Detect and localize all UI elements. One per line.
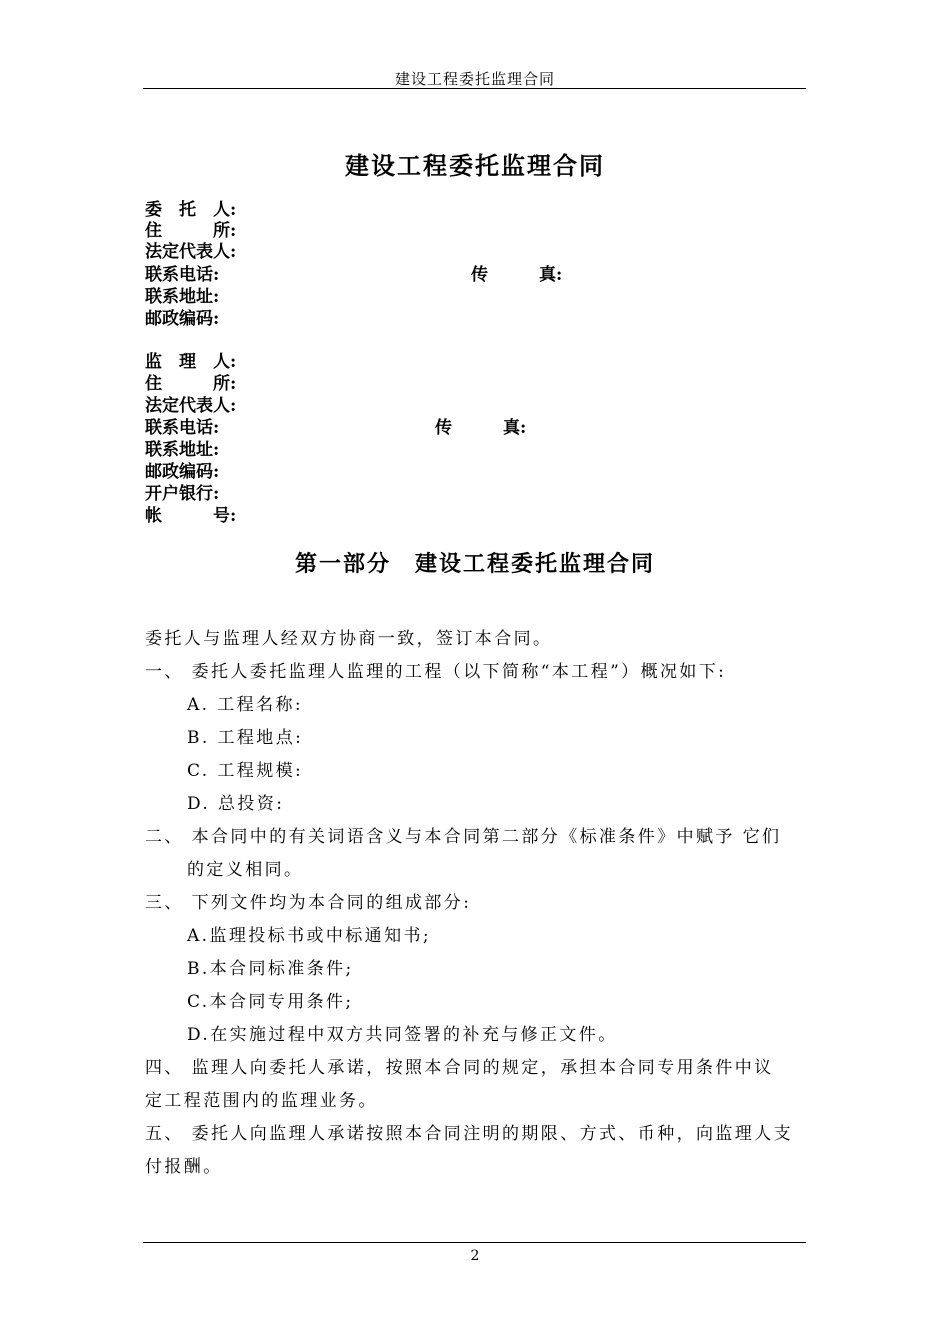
- supervisor-postal-code-label: 邮政编码:: [145, 462, 220, 482]
- clause-1-d: D. 总投资:: [187, 794, 285, 814]
- clause-1: 一、 委托人委托监理人监理的工程（以下简称“本工程”）概况如下:: [145, 662, 727, 682]
- clause-2-line-2: 的定义相同。: [187, 860, 304, 880]
- clause-3: 三、 下列文件均为本合同的组成部分:: [145, 893, 472, 913]
- supervisor-fax-label: 传 真:: [435, 418, 527, 438]
- supervisor-party-label: 监 理 人:: [145, 352, 237, 372]
- clause-1-c: C. 工程规模:: [187, 761, 304, 781]
- document-title: 建设工程委托监理合同: [345, 151, 605, 180]
- supervisor-phone-label: 联系电话:: [145, 418, 220, 438]
- supervisor-address-label: 住 所:: [145, 374, 237, 394]
- header-rule: [143, 88, 806, 89]
- part-one-title: 第一部分 建设工程委托监理合同: [294, 551, 655, 577]
- intro-paragraph: 委托人与监理人经双方协商一致，签订本合同。: [145, 629, 553, 649]
- page-number: 2: [470, 1248, 480, 1264]
- clause-4-line-1: 四、 监理人向委托人承诺，按照本合同的规定，承担本合同专用条件中议: [145, 1058, 774, 1078]
- clause-5-line-1: 五、 委托人向监理人承诺按照本合同注明的期限、方式、币种，向监理人支: [145, 1124, 794, 1144]
- clause-3-a: A.监理投标书或中标通知书;: [187, 926, 432, 946]
- footer-rule: [143, 1242, 806, 1243]
- supervisor-account-label: 帐 号:: [145, 506, 237, 526]
- clause-3-d: D.在实施过程中双方共同签署的补充与修正文件。: [187, 1025, 618, 1045]
- client-entrusting-party-label: 委 托 人:: [145, 200, 237, 220]
- supervisor-contact-address-label: 联系地址:: [145, 440, 220, 460]
- clause-3-b: B.本合同标准条件;: [187, 959, 354, 979]
- clause-4-line-2: 定工程范围内的监理业务。: [145, 1091, 378, 1111]
- supervisor-legal-rep-label: 法定代表人:: [145, 396, 237, 416]
- client-postal-code-label: 邮政编码:: [145, 309, 220, 329]
- supervisor-bank-label: 开户银行:: [145, 484, 220, 504]
- clause-3-c: C.本合同专用条件;: [187, 992, 354, 1012]
- clause-1-a: A. 工程名称:: [187, 695, 304, 715]
- clause-5-line-2: 付报酬。: [145, 1157, 223, 1177]
- client-legal-rep-label: 法定代表人:: [145, 242, 237, 262]
- client-contact-address-label: 联系地址:: [145, 287, 220, 307]
- client-phone-label: 联系电话:: [145, 265, 220, 285]
- client-fax-label: 传 真:: [471, 265, 563, 285]
- clause-2-line-1: 二、 本合同中的有关词语含义与本合同第二部分《标准条件》中赋予 它们: [145, 827, 782, 847]
- clause-1-b: B. 工程地点:: [187, 728, 304, 748]
- running-header: 建设工程委托监理合同: [394, 70, 555, 88]
- client-address-label: 住 所:: [145, 221, 237, 241]
